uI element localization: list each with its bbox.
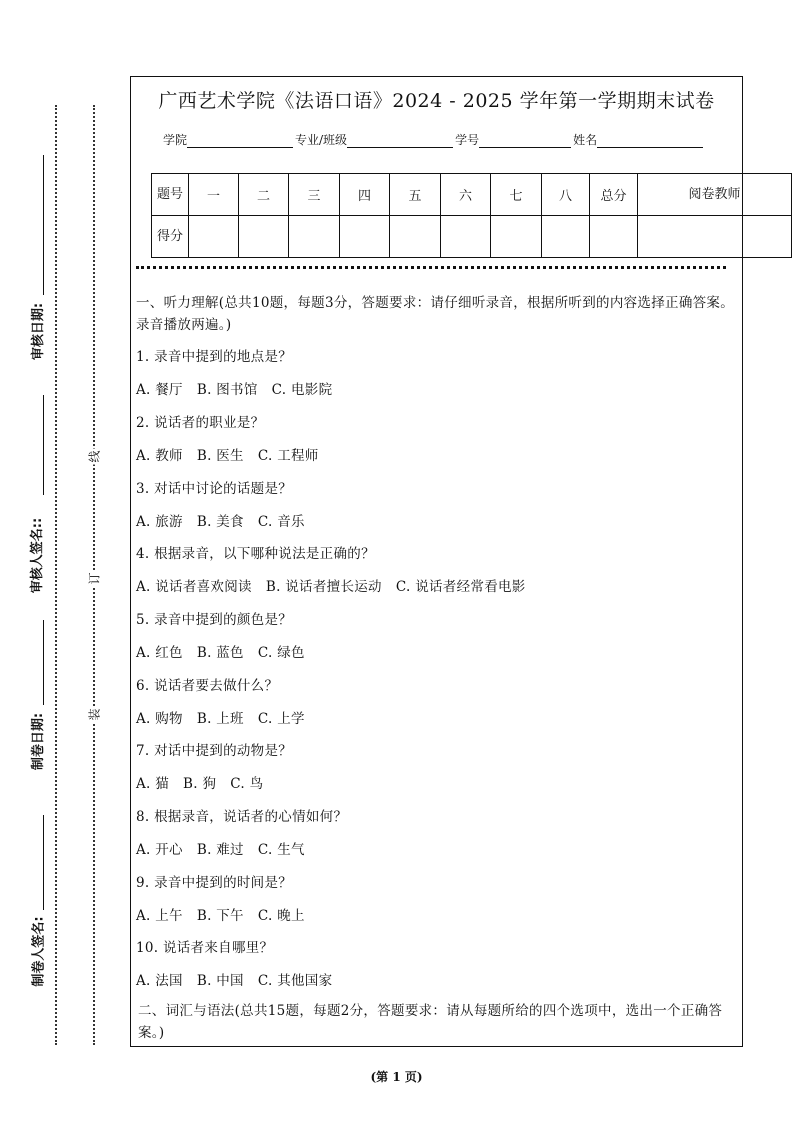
options-10: [136, 969, 346, 989]
student-id-label: 学号: [455, 133, 480, 147]
options-9: [136, 904, 319, 924]
option-10a[interactable]: A. 法国: [136, 973, 183, 989]
row-label-tihao: 题号: [152, 174, 189, 216]
section2-heading: 二、词汇与语法(总共15题，每题2分，答题要求：请从每题所给的四个选项中，选出一个正确答案。): [138, 1003, 723, 1041]
option-2c[interactable]: C. 工程师: [257, 448, 319, 464]
question-8: 8. 根据录音，说话者的心情如何？: [136, 809, 348, 825]
question-6: 6. 说话者要去做什么？: [136, 678, 279, 694]
option-4a[interactable]: A. 说话者喜欢阅读: [136, 579, 252, 595]
section1-heading: 一、听力理解(总共10题，每题3分，答题要求：请仔细听录音，根据所听到的内容选择正确答案。录音播放两遍。): [136, 295, 735, 333]
college-label: 学院: [163, 133, 188, 147]
option-2b[interactable]: B. 医生: [196, 448, 244, 464]
option-9b[interactable]: B. 下午: [196, 908, 244, 924]
option-7c[interactable]: C. 鸟: [230, 776, 264, 792]
question-7: 7. 对话中提到的动物是？: [136, 743, 293, 759]
college-field[interactable]: [187, 135, 293, 148]
major-field[interactable]: [347, 135, 453, 148]
page-number: (第 1 页): [370, 1070, 423, 1084]
options-8: [136, 838, 319, 858]
reviewer-sign-label: 审核人签名::: [26, 518, 45, 593]
options-4: [136, 575, 540, 595]
name-label: 姓名: [573, 133, 598, 147]
option-4c[interactable]: C. 说话者经常看电影: [395, 579, 526, 595]
score-table: [151, 173, 792, 258]
col-6: 六: [441, 174, 491, 216]
binding-char-xian: 线: [87, 450, 102, 463]
options-7: [136, 772, 277, 792]
col-3: 三: [289, 174, 340, 216]
binding-dotted-line-outer: [55, 105, 57, 1045]
option-6a[interactable]: A. 购物: [136, 711, 183, 727]
score-cell[interactable]: [189, 216, 239, 258]
option-5c[interactable]: C. 绿色: [257, 645, 305, 661]
option-1a[interactable]: A. 餐厅: [136, 382, 183, 398]
question-5: 5. 录音中提到的颜色是？: [136, 612, 293, 628]
score-cell[interactable]: [340, 216, 390, 258]
maker-date-label: 制卷日期:: [27, 713, 46, 770]
reviewer-date-underline: [43, 155, 44, 295]
score-cell[interactable]: [239, 216, 289, 258]
option-9a[interactable]: A. 上午: [136, 908, 183, 924]
option-7b[interactable]: B. 狗: [183, 776, 217, 792]
col-8: 八: [542, 174, 590, 216]
binding-char-zhuang: 装: [87, 708, 102, 721]
col-5: 五: [390, 174, 441, 216]
score-cell[interactable]: [491, 216, 542, 258]
score-cell-grader[interactable]: [638, 216, 792, 258]
option-8b[interactable]: B. 难过: [196, 842, 244, 858]
option-8a[interactable]: A. 开心: [136, 842, 183, 858]
option-6c[interactable]: C. 上学: [257, 711, 305, 727]
major-label: 专业/班级: [295, 133, 348, 147]
binding-char-ding: 订: [87, 572, 102, 585]
option-3c[interactable]: C. 音乐: [257, 514, 305, 530]
option-6b[interactable]: B. 上班: [196, 711, 244, 727]
question-9: 9. 录音中提到的时间是？: [136, 875, 293, 891]
option-1c[interactable]: C. 电影院: [271, 382, 333, 398]
col-7: 七: [491, 174, 542, 216]
options-6: [136, 707, 319, 727]
option-9c[interactable]: C. 晚上: [257, 908, 305, 924]
row-label-defen: 得分: [152, 216, 189, 258]
name-field[interactable]: [597, 135, 703, 148]
col-2: 二: [239, 174, 289, 216]
student-info-row: [163, 131, 705, 148]
option-5b[interactable]: B. 蓝色: [196, 645, 244, 661]
score-cell[interactable]: [441, 216, 491, 258]
question-1: 1. 录音中提到的地点是？: [136, 349, 293, 365]
section-divider: [136, 266, 726, 269]
question-4: 4. 根据录音，以下哪种说法是正确的？: [136, 546, 375, 562]
col-total: 总分: [590, 174, 638, 216]
score-cell[interactable]: [390, 216, 441, 258]
reviewer-sign-underline: [43, 395, 44, 495]
score-cell-total[interactable]: [590, 216, 638, 258]
score-cell[interactable]: [289, 216, 340, 258]
col-1: 一: [189, 174, 239, 216]
option-8c[interactable]: C. 生气: [257, 842, 305, 858]
student-id-field[interactable]: [479, 135, 571, 148]
col-grader: 阅卷教师: [638, 174, 792, 216]
exam-title: 广西艺术学院《法语口语》2024 - 2025 学年第一学期期末试卷: [158, 90, 715, 112]
maker-date-underline: [43, 620, 44, 705]
question-3: 3. 对话中讨论的话题是？: [136, 481, 293, 497]
reviewer-date-label: 审核日期:: [27, 303, 46, 360]
score-cell[interactable]: [542, 216, 590, 258]
option-5a[interactable]: A. 红色: [136, 645, 183, 661]
maker-sign-underline: [43, 815, 44, 910]
options-3: [136, 510, 319, 530]
option-1b[interactable]: B. 图书馆: [196, 382, 258, 398]
option-7a[interactable]: A. 猫: [136, 776, 170, 792]
options-1: [136, 378, 346, 398]
option-10b[interactable]: B. 中国: [196, 973, 244, 989]
option-3a[interactable]: A. 旅游: [136, 514, 183, 530]
options-5: [136, 641, 319, 661]
option-2a[interactable]: A. 教师: [136, 448, 183, 464]
option-10c[interactable]: C. 其他国家: [257, 973, 333, 989]
question-10: 10. 说话者来自哪里？: [136, 940, 274, 956]
question-2: 2. 说话者的职业是？: [136, 415, 265, 431]
col-4: 四: [340, 174, 390, 216]
option-4b[interactable]: B. 说话者擅长运动: [265, 579, 382, 595]
options-2: [136, 444, 333, 464]
maker-sign-label: 制卷人签名:: [28, 916, 47, 986]
option-3b[interactable]: B. 美食: [196, 514, 244, 530]
